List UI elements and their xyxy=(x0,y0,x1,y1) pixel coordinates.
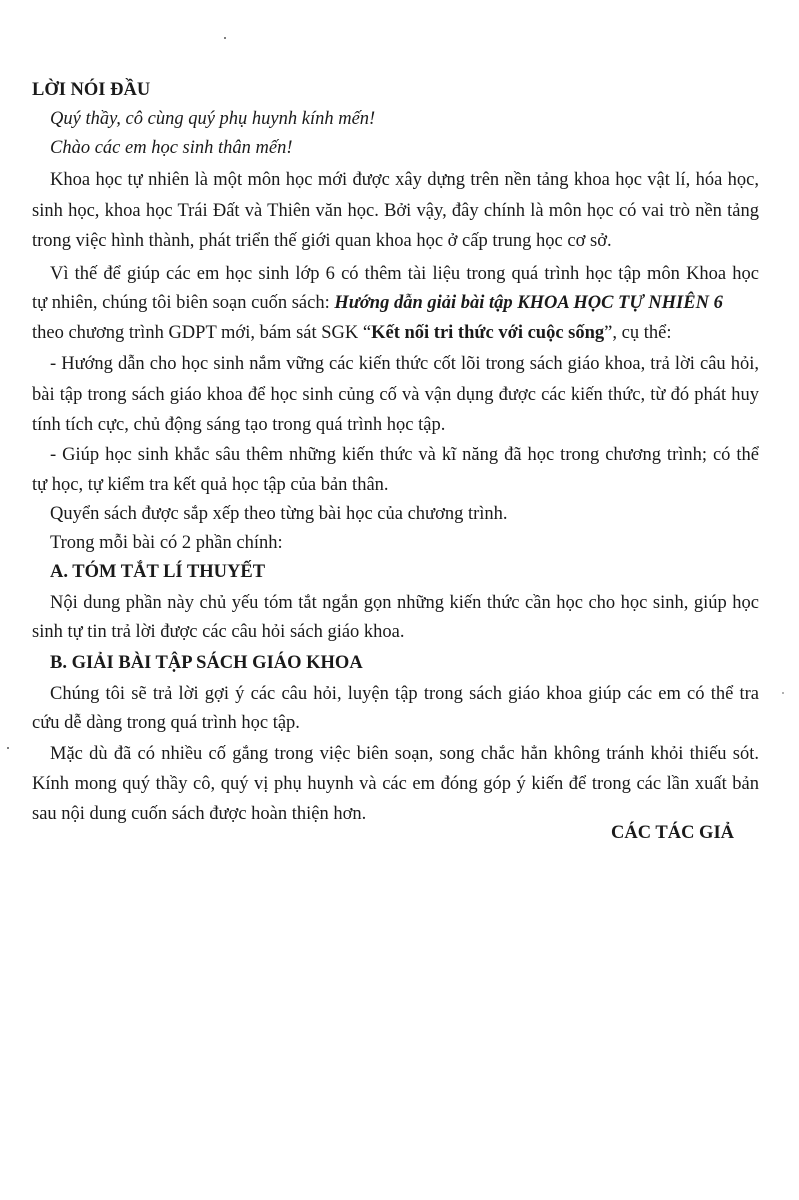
paragraph-2-line-3-text: theo chương trình GDPT mới, bám sát SGK “ xyxy=(32,323,372,343)
section-b-line-2: cứu dễ dàng trong quá trình học tập. xyxy=(32,713,300,733)
bullet-1-line-1: - Hướng dẫn cho học sinh nắm vững các kiến thức cốt lõi trong sách giáo khoa, trả lời câu hỏi, xyxy=(50,354,759,374)
bullet-2-line-2: tự học, tự kiểm tra kết quả học tập của bản thân. xyxy=(32,475,389,495)
section-b-title: B. GIẢI BÀI TẬP SÁCH GIÁO KHOA xyxy=(50,653,363,673)
scan-speck xyxy=(224,37,226,39)
bullet-1-line-3: tính tích cực, chủ động sáng tạo trong quá trình học tập. xyxy=(32,415,446,435)
page-title: LỜI NÓI ĐẦU xyxy=(32,80,151,100)
bullet-2-line-1: - Giúp học sinh khắc sâu thêm những kiến thức và kĩ năng đã học trong chương trình; có thể xyxy=(50,445,759,465)
closing-line-1: Mặc dù đã có nhiều cố gắng trong việc biên soạn, song chắc hẳn không tránh khỏi thiếu sót. xyxy=(50,744,759,764)
section-b-line-1: Chúng tôi sẽ trả lời gợi ý các câu hỏi, luyện tập trong sách giáo khoa giúp các em có thể tra xyxy=(50,684,759,704)
section-a-line-1: Nội dung phần này chủ yếu tóm tắt ngắn gọn những kiến thức cần học cho học sinh, giúp học xyxy=(50,593,759,613)
paragraph-2-line-2 xyxy=(32,291,723,315)
greeting-line-2: Chào các em học sinh thân mến! xyxy=(50,138,293,158)
paragraph-1-line-3: trong việc hình thành, phát triển thế giới quan khoa học ở cấp trung học cơ sở. xyxy=(32,231,612,251)
scan-speck xyxy=(7,747,9,749)
paragraph-3: Quyển sách được sắp xếp theo từng bài học của chương trình. xyxy=(50,504,508,524)
paragraph-2-line-3-tail: ”, cụ thể: xyxy=(604,323,672,343)
section-a-title: A. TÓM TẮT LÍ THUYẾT xyxy=(50,562,266,582)
series-name-emphasis: Kết nối tri thức với cuộc sống xyxy=(371,323,605,343)
author-signature: CÁC TÁC GIẢ xyxy=(611,823,735,843)
scan-speck xyxy=(782,692,784,694)
closing-line-3: sau nội dung cuốn sách được hoàn thiện hơn. xyxy=(32,804,367,824)
section-a-line-2: sinh tự tin trả lời được các câu hỏi sách giáo khoa. xyxy=(32,622,405,642)
paragraph-2-line-2-text: tự nhiên, chúng tôi biên soạn cuốn sách: xyxy=(32,293,335,313)
paragraph-4: Trong mỗi bài có 2 phần chính: xyxy=(50,533,283,553)
book-title-emphasis: Hướng dẫn giải bài tập KHOA HỌC TỰ NHIÊN 6 xyxy=(334,293,723,313)
paragraph-1-line-1: Khoa học tự nhiên là một môn học mới được xây dựng trên nền tảng khoa học vật lí, hóa học, xyxy=(50,170,759,190)
paragraph-1-line-2: sinh học, khoa học Trái Đất và Thiên văn học. Bởi vậy, đây chính là môn học có vai trò nền tảng xyxy=(32,201,759,221)
paragraph-2-line-3 xyxy=(32,321,671,345)
bullet-1-line-2: bài tập trong sách giáo khoa để học sinh củng cố và vận dụng được các kiến thức, từ đó phát huy xyxy=(32,385,759,405)
paragraph-2-line-1: Vì thế để giúp các em học sinh lớp 6 có thêm tài liệu trong quá trình học tập môn Khoa học xyxy=(50,264,759,284)
greeting-line-1: Quý thầy, cô cùng quý phụ huynh kính mến! xyxy=(50,109,376,129)
closing-line-2: Kính mong quý thầy cô, quý vị phụ huynh và các em đóng góp ý kiến để trong các lần xuất bản xyxy=(32,774,759,794)
